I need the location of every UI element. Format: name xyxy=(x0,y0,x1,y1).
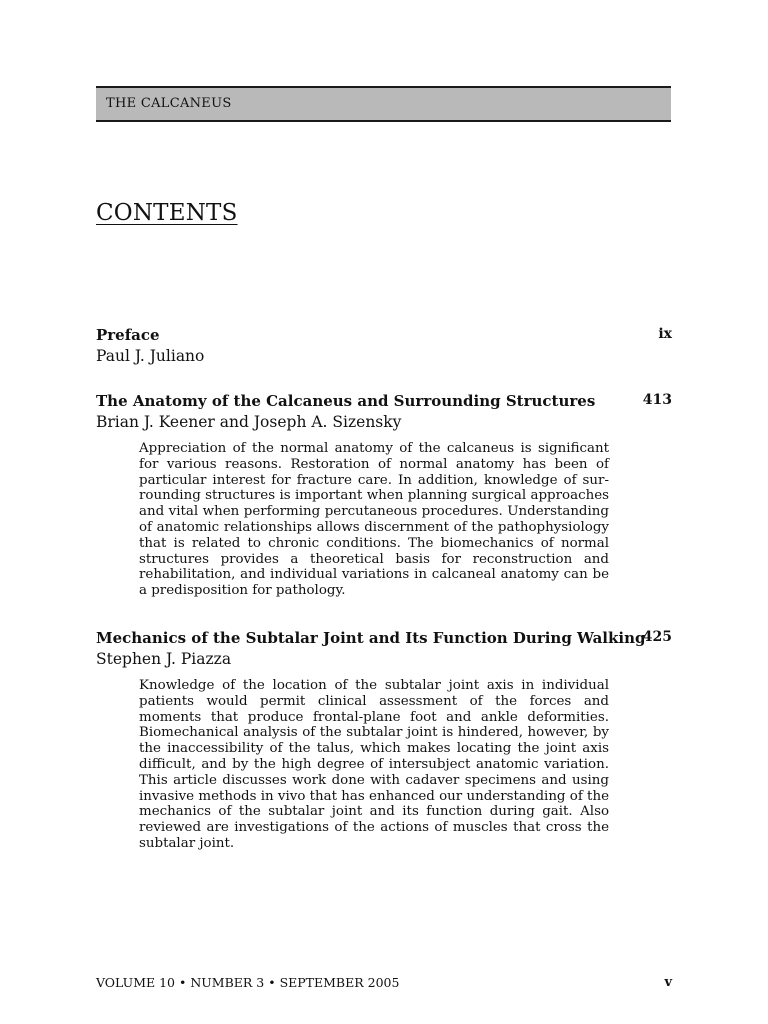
journal-header-band xyxy=(96,86,671,122)
entry-page-number: 413 xyxy=(642,392,672,408)
journal-title: THE CALCANEUS xyxy=(106,96,232,111)
footer-issue-info: VOLUME 10 • NUMBER 3 • SEPTEMBER 2005 xyxy=(96,975,400,990)
entry-page-number: ix xyxy=(658,326,672,342)
entry-title[interactable]: Preface xyxy=(96,326,160,344)
entry-title[interactable]: Mechanics of the Subtalar Joint and Its Function During Walking xyxy=(96,629,646,647)
footer-page-number: v xyxy=(664,975,672,990)
entry-author: Stephen J. Piazza xyxy=(96,650,232,668)
toc-entry-subtalar-mechanics[interactable] xyxy=(96,629,672,852)
entry-title[interactable]: The Anatomy of the Calcaneus and Surrounding Structures xyxy=(96,392,596,410)
entry-abstract: Knowledge of the location of the subtalar joint axis in individual patients would permit clinical assessment of the forces and moments that produce frontal-plane foot and ankle deformities. Biomechanical analysis of the subtalar joint is hindered, however, by the inaccessibility of the talus, which makes locating the joint axis difficult, and by the high degree of intersubject anatomic variation. This article discusses work done with cadaver specimens and using invasive methods in vivo that has enhanced our understanding of the mechanics of the subtalar joint and its function during gait. Also reviewed are investigations of the actions of muscles that cross the subtalar joint. xyxy=(139,678,609,851)
toc-entry-preface[interactable] xyxy=(96,326,672,365)
entry-author: Paul J. Juliano xyxy=(96,347,205,365)
entry-abstract: Appreciation of the normal anatomy of the calcaneus is significant for various reasons. Restoration of normal anatomy has been of particular interest for fracture care. In addition, knowledge of surrounding structures is important when planning surgical approaches and vital when performing percutaneous procedures. Understanding of anatomic relationships allows discernment of the pathophysiology that is related to chronic conditions. The biomechanics of normal structures provides a theoretical basis for reconstruction and rehabilitation, and individual variations in calcaneal anatomy can be a predisposition for pathology. xyxy=(139,441,609,599)
contents-heading: CONTENTS xyxy=(96,200,238,226)
entry-author: Brian J. Keener and Joseph A. Sizensky xyxy=(96,413,402,431)
entry-page-number: 425 xyxy=(642,629,672,645)
toc-entry-anatomy[interactable] xyxy=(96,392,672,599)
